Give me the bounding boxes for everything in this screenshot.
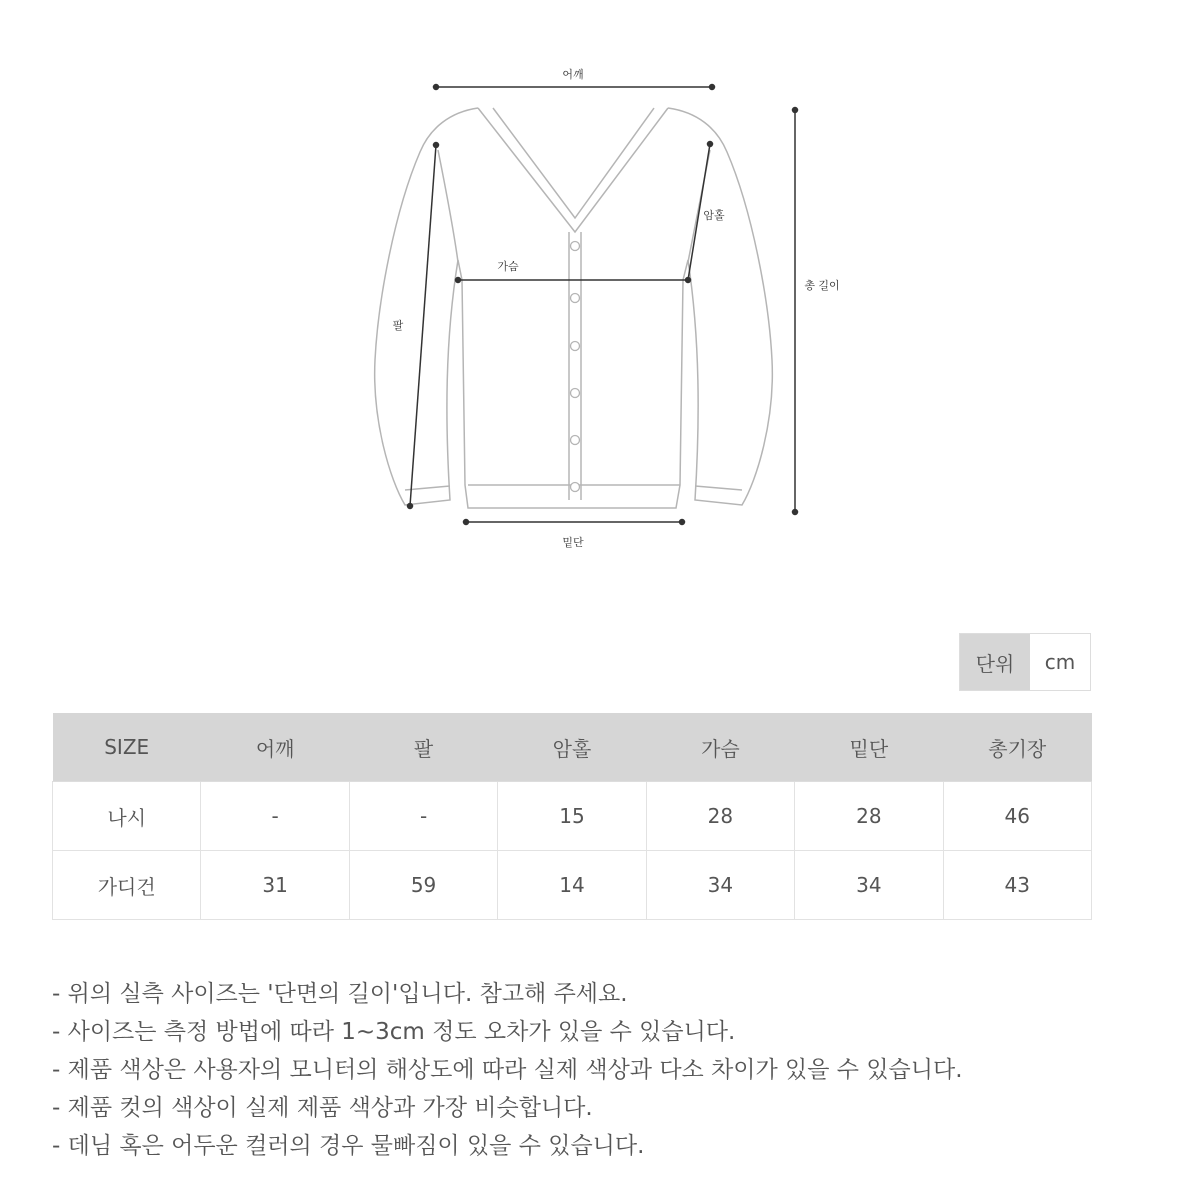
- unit-label: 단위: [960, 634, 1030, 690]
- cell-total-length: 46: [943, 782, 1091, 851]
- table-row: [53, 782, 1092, 851]
- header-shoulder: 어깨: [201, 713, 349, 782]
- cell-total-length: 43: [943, 851, 1091, 920]
- table-header-row: [53, 713, 1092, 782]
- sleeve-label: 팔: [392, 319, 404, 332]
- note-item: - 제품 컷의 색상이 실제 제품 색상과 가장 비슷합니다.: [52, 1095, 593, 1121]
- cell-sleeve: 59: [349, 851, 497, 920]
- header-hem: 밑단: [795, 713, 943, 782]
- note-item: - 제품 색상은 사용자의 모니터의 해상도에 따라 실제 색상과 다소 차이가 있을 수 있습니다.: [52, 1057, 963, 1083]
- shoulder-label: 어깨: [562, 68, 584, 81]
- notes-list: [52, 975, 1152, 1165]
- note-item: - 위의 실측 사이즈는 '단면의 길이'입니다. 참고해 주세요.: [52, 981, 628, 1007]
- cell-shoulder: -: [201, 782, 349, 851]
- note-item: - 사이즈는 측정 방법에 따라 1~3cm 정도 오차가 있을 수 있습니다.: [52, 1019, 736, 1045]
- armhole-label: 암홀: [703, 209, 725, 222]
- cell-size: 가디건: [53, 851, 201, 920]
- total-length-label: 총 길이: [804, 279, 840, 292]
- cell-hem: 34: [795, 851, 943, 920]
- chest-label: 가슴: [497, 260, 519, 273]
- unit-indicator: [959, 633, 1091, 691]
- cell-hem: 28: [795, 782, 943, 851]
- buttons: [571, 242, 580, 492]
- cell-armhole: 14: [498, 851, 646, 920]
- hem-label: 밑단: [562, 536, 584, 549]
- header-chest: 가슴: [646, 713, 794, 782]
- sleeve-measure-line: [410, 145, 436, 506]
- cell-armhole: 15: [498, 782, 646, 851]
- cell-size: 나시: [53, 782, 201, 851]
- size-table: [52, 713, 1092, 920]
- cell-shoulder: 31: [201, 851, 349, 920]
- cell-chest: 28: [646, 782, 794, 851]
- unit-value: cm: [1030, 634, 1090, 690]
- header-sleeve: 팔: [349, 713, 497, 782]
- cell-sleeve: -: [349, 782, 497, 851]
- cell-chest: 34: [646, 851, 794, 920]
- header-size: SIZE: [53, 713, 201, 782]
- table-row: [53, 851, 1092, 920]
- note-item: - 데님 혹은 어두운 컬러의 경우 물빠짐이 있을 수 있습니다.: [52, 1133, 645, 1159]
- header-total-length: 총기장: [943, 713, 1091, 782]
- header-armhole: 암홀: [498, 713, 646, 782]
